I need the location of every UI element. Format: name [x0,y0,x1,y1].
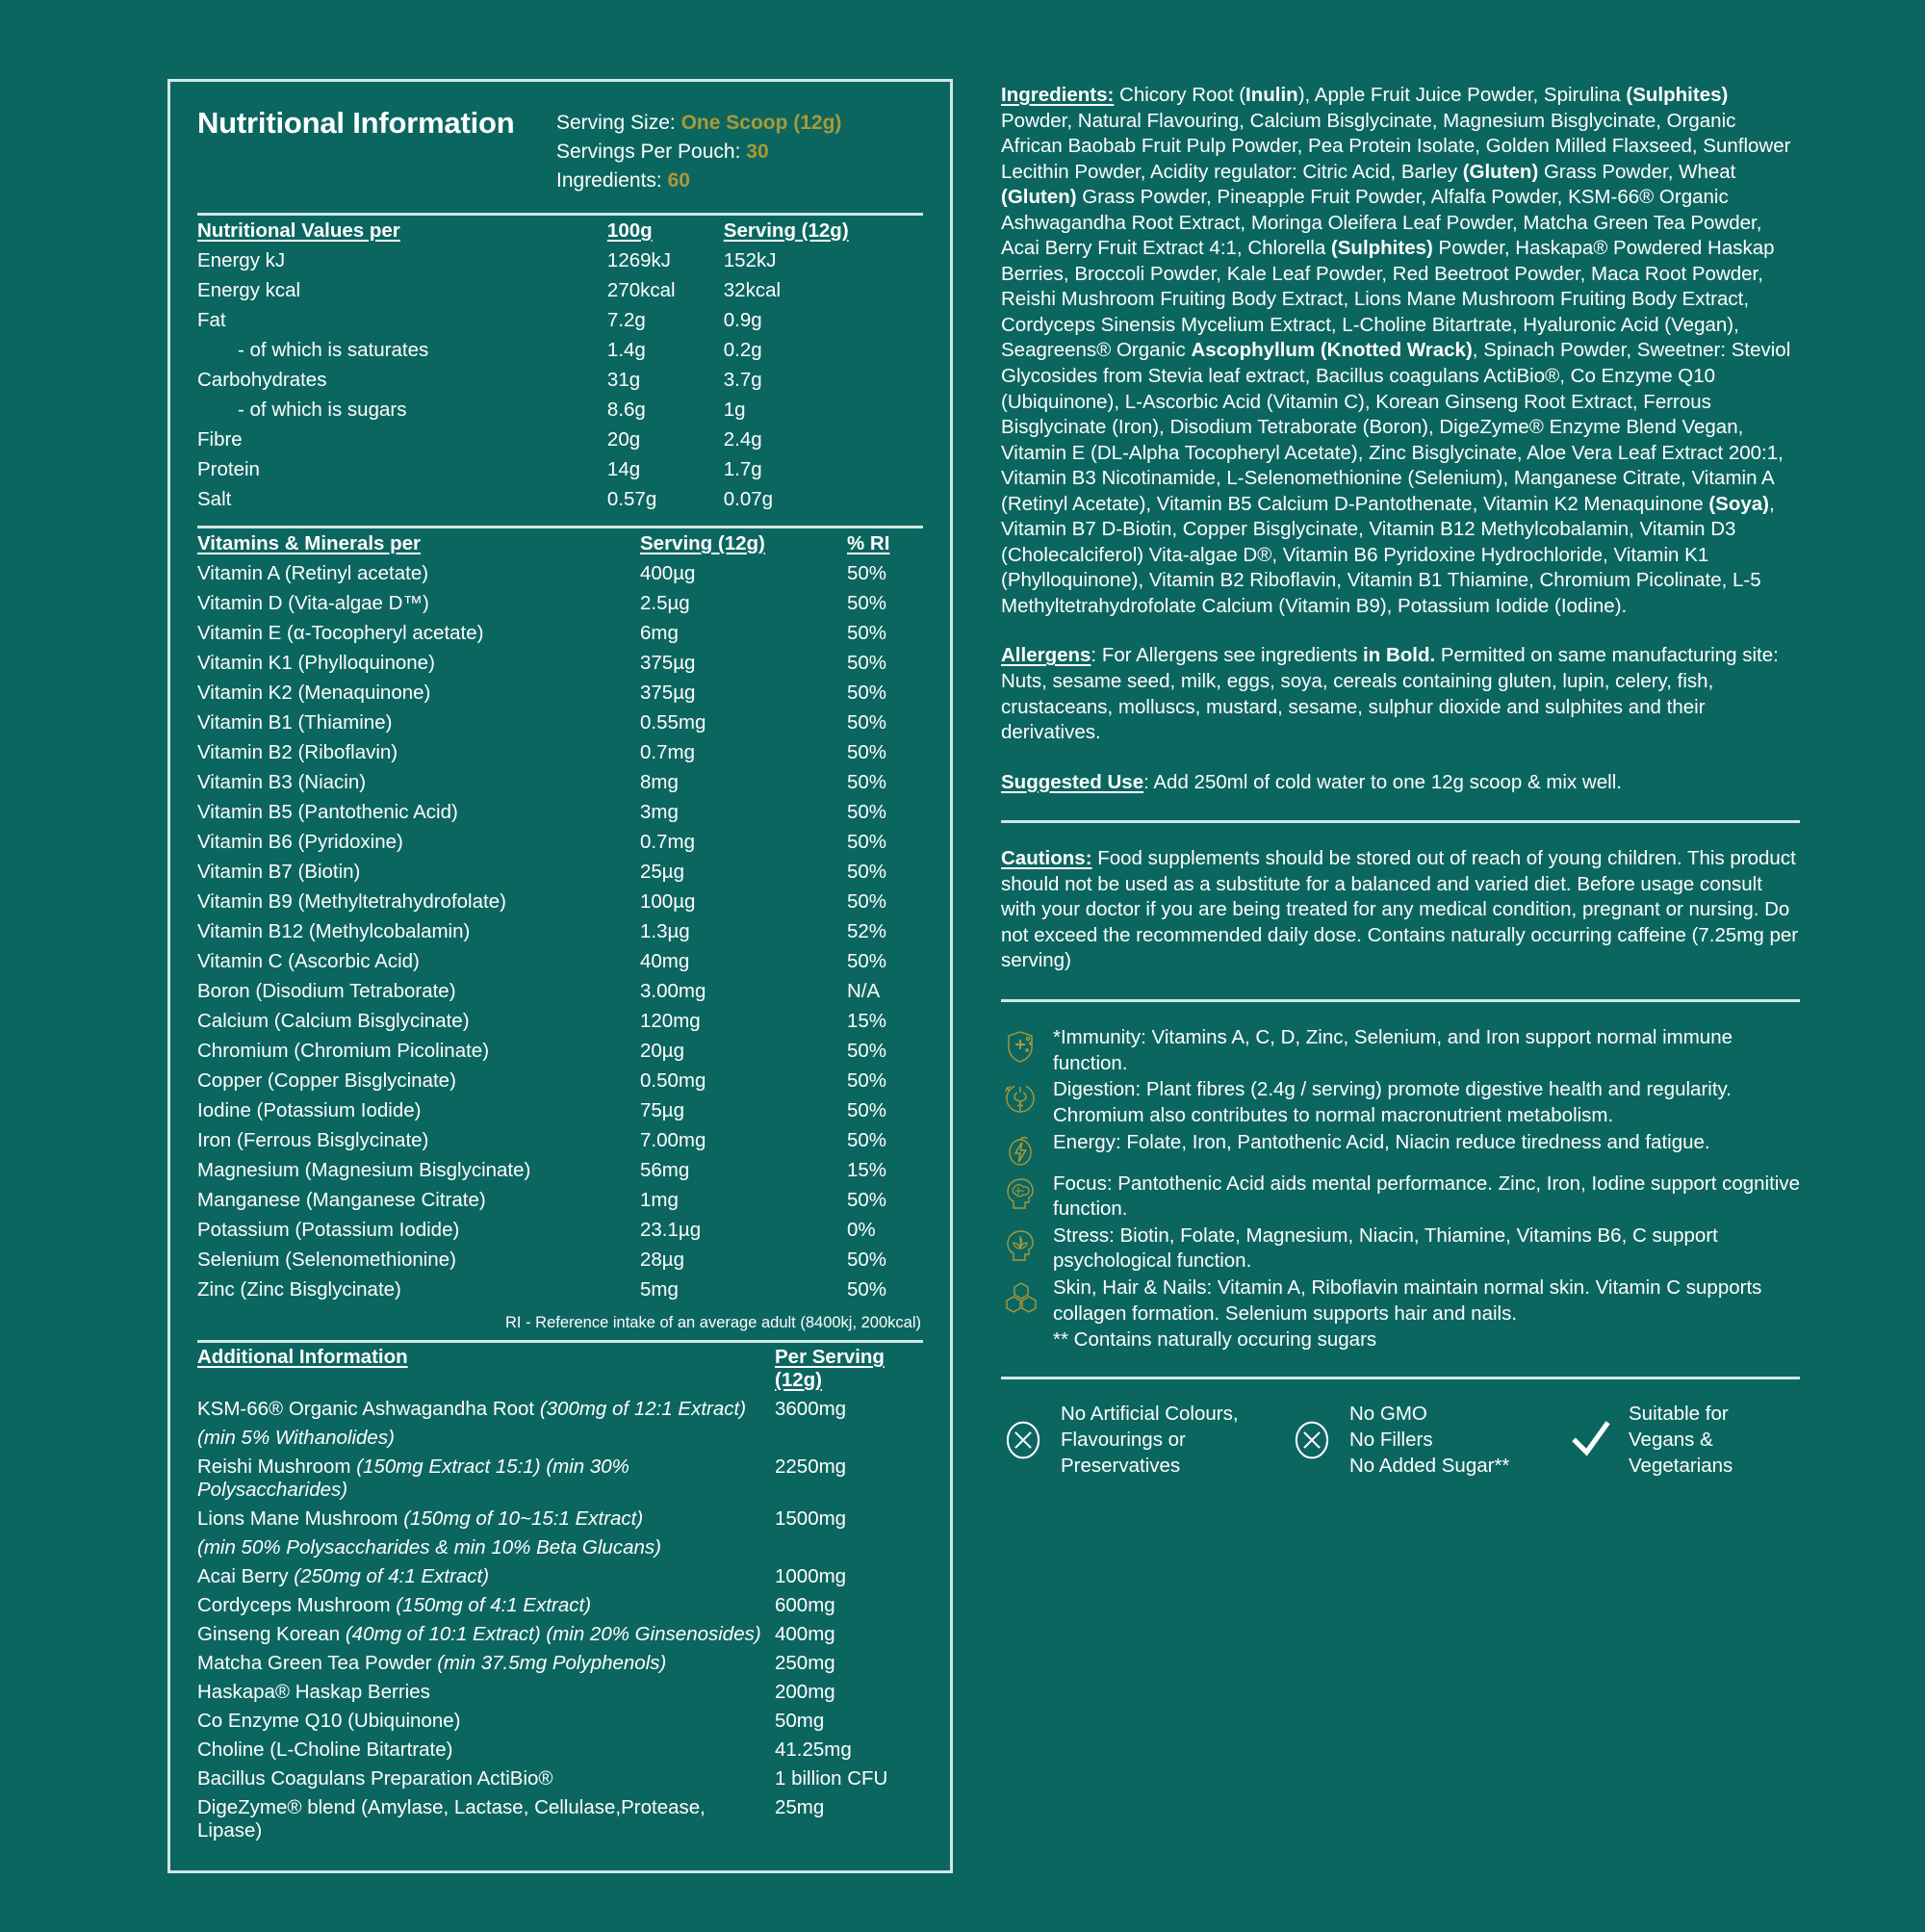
badge-line: Suitable for [1629,1403,1729,1425]
cell-amount: 375µg [640,682,696,705]
col-vm-serving: Serving (12g) [640,532,765,555]
cell-vitamin: Manganese (Manganese Citrate) [197,1189,486,1212]
cell-ri: 50% [847,950,887,973]
table-row [197,1424,923,1453]
cell-vitamin: Vitamin B2 (Riboflavin) [197,741,398,764]
badge-line: Flavourings or [1061,1429,1186,1452]
cell-vitamin: Vitamin B5 (Pantothenic Acid) [197,801,458,824]
badge-line: Vegetarians [1629,1455,1733,1478]
table-row [197,1155,923,1185]
table-row [197,558,923,588]
cell-serving: 0.2g [723,339,762,362]
cell-nutrient: Carbohydrates [197,369,327,392]
table-row [197,827,923,857]
badge-line: No Added Sugar** [1349,1455,1510,1478]
cell-vitamin: Zinc (Zinc Bisglycinate) [197,1278,401,1301]
ingredient-count-value: 60 [667,169,690,193]
cell-amount: 56mg [640,1159,690,1182]
shield-plus-icon [1001,1027,1040,1066]
cell-amount: 50mg [775,1710,825,1733]
cell-amount: 400µg [640,562,696,585]
cell-amount: 1 billion CFU [775,1767,888,1790]
cell-amount: 1mg [640,1189,679,1212]
nutritional-information-panel [167,79,953,1873]
allergens-block: Allergens: For Allergens see ingredients in Bold. Permitted on same manufacturing site: Nuts, sesame seed, milk, eggs, soya, cereals containing gluten, lupin, celery, fish, crustaceans, molluscs, mustard, sesame, sulphur dioxide and sulphites and their derivatives. [1001,644,1779,744]
cell-100g: 14g [606,458,641,481]
table-row [197,395,923,425]
benefit-row [1001,1224,1800,1275]
cell-ingredient: Haskapa® Haskap Berries [197,1681,430,1704]
cell-ri: 50% [847,741,887,764]
cell-ri: 50% [847,1099,887,1122]
benefit-text: *Immunity: Vitamins A, C, D, Zinc, Selenium, and Iron support normal immune function. [1053,1025,1733,1074]
table-row [197,976,923,1006]
left-column [0,0,962,1932]
cell-ri: 50% [847,1069,887,1093]
cell-ingredient: (min 5% Withanolides) [197,1427,395,1450]
cell-ri: 50% [847,890,887,914]
cell-vitamin: Calcium (Calcium Bisglycinate) [197,1010,470,1033]
table-row [197,648,923,678]
cell-100g: 1.4g [606,339,646,362]
allergens-label: Allergens [1001,644,1091,667]
cell-ingredient: Reishi Mushroom (150mg Extract 15:1) (min 30% Polysaccharides) [197,1455,629,1502]
cell-ingredient: Cordyceps Mushroom (150mg of 4:1 Extract) [197,1594,592,1617]
cell-amount [775,1424,923,1453]
table-row [197,1185,923,1215]
molecule-icon [1001,1277,1040,1316]
table-row [197,1125,923,1155]
page-title: Nutritional Information [197,106,515,140]
cell-serving: 1.7g [723,458,762,481]
cell-vitamin: Selenium (Selenomethionine) [197,1249,456,1272]
badge-text [1629,1401,1732,1479]
cell-ingredient: Acai Berry (250mg of 4:1 Extract) [197,1565,490,1588]
feature-badge [1001,1401,1290,1479]
table-header-row [197,216,923,245]
benefit-text: Stress: Biotin, Folate, Magnesium, Niacin, Thiamine, Vitamins B6, C support psychological function. [1053,1224,1718,1273]
cell-amount: 3600mg [775,1398,847,1421]
panel-header [197,105,923,195]
energy-bolt-icon [1001,1132,1040,1171]
cell-vitamin: Vitamin C (Ascorbic Acid) [197,950,420,973]
cell-100g: 31g [606,369,641,392]
cell-100g: 0.57g [606,488,657,511]
cell-serving: 0.07g [723,488,774,511]
cell-amount: 75µg [640,1099,685,1122]
cell-amount: 375µg [640,652,696,675]
cell-amount: 600mg [775,1594,835,1617]
calm-head-icon [1001,1225,1040,1264]
divider [1001,999,1800,1002]
suggested-use-block: Suggested Use: Add 250ml of cold water to one 12g scoop & mix well. [1001,770,1622,793]
table-row [197,1036,923,1066]
cell-vitamin: Vitamin B9 (Methyltetrahydrofolate) [197,890,506,914]
cell-ri: 50% [847,682,887,705]
cell-ri: 50% [847,1249,887,1272]
cell-amount: 200mg [775,1681,835,1704]
cell-amount: 2250mg [775,1455,847,1479]
cell-amount: 0.55mg [640,711,706,734]
cell-amount: 120mg [640,1010,701,1033]
cautions-label: Cautions: [1001,847,1092,870]
cell-serving: 152kJ [723,249,777,272]
cell-nutrient: Fibre [197,428,243,451]
feature-badge [1569,1401,1732,1479]
brain-head-icon [1001,1173,1040,1212]
benefit-row [1001,1025,1800,1076]
servings-per-pouch-label: Servings Per Pouch: [556,141,741,164]
cell-amount: 28µg [640,1249,685,1272]
cell-ingredient: Choline (L-Choline Bitartrate) [197,1739,453,1762]
sugars-footnote: ** Contains naturally occuring sugars [1053,1328,1377,1352]
table-row [197,275,923,305]
table-row [197,1095,923,1125]
cell-nutrient: Energy kcal [197,279,301,302]
table-header-row [197,1343,923,1395]
ingredient-count-row [556,167,841,195]
cell-ingredient: Ginseng Korean (40mg of 10:1 Extract) (min 20% Ginsenosides) [197,1623,761,1646]
cell-amount: 3mg [640,801,679,824]
badge-line: No GMO [1349,1403,1427,1425]
cell-serving: 32kcal [723,279,782,302]
serving-size-label: Serving Size: [556,112,676,134]
cell-ingredient: Lions Mane Mushroom (150mg of 10~15:1 Extract) [197,1507,644,1531]
col-ri: % RI [847,532,890,555]
serving-meta [556,105,841,195]
table-row [197,425,923,454]
vitamins-minerals-body [197,558,923,1304]
table-row [197,1707,923,1736]
cell-amount: 100µg [640,890,696,914]
cell-100g: 20g [606,428,641,451]
table-row [197,365,923,395]
table-row [197,335,923,365]
cell-amount: 25µg [640,861,685,884]
benefit-text: Digestion: Plant fibres (2.4g / serving) promote digestive health and regularity. Chromium also contributes to normal macronutrient metabolism. [1053,1078,1732,1126]
circle-x-icon [1290,1418,1334,1462]
table-row [197,678,923,708]
serving-size-value: One Scoop (12g) [680,112,842,134]
cell-ri: 50% [847,801,887,824]
badge-line: Vegans & [1629,1429,1713,1452]
cell-amount: 5mg [640,1278,679,1301]
cell-nutrient: Protein [197,458,260,481]
col-vitamin: Vitamins & Minerals per [197,532,422,555]
cell-ri: 50% [847,771,887,794]
table-row [197,484,923,514]
table-row [197,1453,923,1505]
cell-serving: 1g [723,399,746,422]
cell-ri: 50% [847,861,887,884]
cell-vitamin: Copper (Copper Bisglycinate) [197,1069,456,1093]
table-row [197,1245,923,1275]
table-row [197,1395,923,1424]
benefit-row [1001,1172,1800,1223]
badge-line: No Fillers [1349,1429,1433,1452]
nutritional-values-table [197,216,923,514]
table-row [197,737,923,767]
table-row [197,454,923,484]
cell-ri: 0% [847,1219,876,1242]
cell-nutrient: Fat [197,309,226,332]
col-serving: Serving (12g) [723,219,849,243]
cell-ingredient: KSM-66® Organic Ashwagandha Root (300mg of 12:1 Extract) [197,1398,747,1421]
servings-per-pouch-value: 30 [746,141,769,164]
divider [1001,820,1800,823]
table-row [197,1678,923,1707]
cell-amount: 23.1µg [640,1219,702,1242]
cell-ingredient: Matcha Green Tea Powder (min 37.5mg Polyphenols) [197,1652,667,1675]
cell-amount: 41.25mg [775,1739,852,1762]
cell-vitamin: Potassium (Potassium Iodide) [197,1219,460,1242]
cell-100g: 7.2g [606,309,646,332]
table-row [197,1765,923,1793]
cell-amount: 7.00mg [640,1129,706,1152]
benefits-list [1001,1025,1800,1327]
cell-amount: 6mg [640,622,679,645]
cell-serving: 2.4g [723,428,762,451]
cell-ingredient: DigeZyme® blend (Amylase, Lactase, Cellulase,Protease, Lipase) [197,1796,706,1842]
table-row [197,1006,923,1036]
cell-amount: 400mg [775,1623,835,1646]
cell-amount: 20µg [640,1040,685,1063]
cell-vitamin: Vitamin B12 (Methylcobalamin) [197,920,471,943]
cell-vitamin: Boron (Disodium Tetraborate) [197,980,456,1003]
table-row [197,1591,923,1620]
cell-ri: 15% [847,1159,887,1182]
table-row [197,1562,923,1591]
col-additional: Additional Information [197,1346,408,1369]
cell-ri: 50% [847,1040,887,1063]
cell-ri: 50% [847,1129,887,1152]
table-row [197,1736,923,1765]
table-row [197,245,923,275]
cell-vitamin: Vitamin E (α-Tocopheryl acetate) [197,622,484,645]
cell-vitamin: Vitamin B1 (Thiamine) [197,711,393,734]
cell-ri: 50% [847,831,887,854]
table-row [197,1215,923,1245]
badge-text [1349,1401,1509,1479]
cell-vitamin: Vitamin B6 (Pyridoxine) [197,831,403,854]
divider [1001,1377,1800,1379]
ingredient-count-label: Ingredients: [556,169,662,193]
cell-amount: 2.5µg [640,592,690,615]
table-row [197,1620,923,1649]
benefit-row [1001,1130,1800,1171]
table-row [197,1649,923,1678]
additional-information-table [197,1343,923,1845]
cell-amount [775,1533,923,1562]
cell-ri: N/A [847,980,881,1003]
table-row [197,916,923,946]
cell-serving: 3.7g [723,369,762,392]
benefit-text: Skin, Hair & Nails: Vitamin A, Riboflavin maintain normal skin. Vitamin C supports collagen formation. Selenium supports hair and nails. [1053,1276,1762,1325]
table-header-row [197,528,923,558]
table-row [197,1793,923,1845]
cell-vitamin: Vitamin B3 (Niacin) [197,771,367,794]
table-row [197,618,923,648]
cell-ri: 52% [847,920,887,943]
cell-ri: 50% [847,711,887,734]
cell-ri: 50% [847,622,887,645]
cell-100g: 270kcal [606,279,676,302]
benefit-row [1001,1275,1800,1327]
table-row [197,305,923,335]
badge-line: No Artificial Colours, [1061,1403,1239,1425]
digestion-icon [1001,1079,1040,1118]
table-row [197,797,923,827]
benefit-text: Focus: Pantothenic Acid aids mental performance. Zinc, Iron, Iodine support cognitive function. [1053,1172,1800,1221]
benefit-row [1001,1077,1800,1128]
badge-line: Preservatives [1061,1455,1181,1478]
cell-amount: 25mg [775,1796,825,1819]
table-row [197,946,923,976]
cell-vitamin: Chromium (Chromium Picolinate) [197,1040,490,1063]
table-row [197,588,923,618]
cell-amount: 40mg [640,950,690,973]
cell-vitamin: Vitamin K2 (Menaquinone) [197,682,431,705]
cell-ri: 50% [847,592,887,615]
ingredients-label: Ingredients: [1001,84,1115,106]
cell-ingredient: Bacillus Coagulans Preparation ActiBio® [197,1767,553,1790]
cell-amount: 0.7mg [640,831,695,854]
badge-text [1061,1401,1239,1479]
cell-vitamin: Iron (Ferrous Bisglycinate) [197,1129,429,1152]
badges-row [1001,1401,1800,1479]
circle-x-icon [1001,1418,1045,1462]
cell-ri: 50% [847,652,887,675]
cell-amount: 8mg [640,771,679,794]
table-row [197,887,923,916]
cell-amount: 1500mg [775,1507,847,1531]
cell-amount: 250mg [775,1652,835,1675]
cell-ri: 50% [847,1189,887,1212]
table-row [197,767,923,797]
cell-nutrient: Energy kJ [197,249,286,272]
serving-size-row [556,109,841,138]
cell-100g: 8.6g [606,399,646,422]
table-row [197,1275,923,1304]
cell-vitamin: Magnesium (Magnesium Bisglycinate) [197,1159,531,1182]
nutritional-values-body [197,245,923,514]
cell-nutrient: Salt [197,488,232,511]
col-per-serving: Per Serving (12g) [775,1346,885,1392]
table-row [197,708,923,737]
cell-ri: 15% [847,1010,887,1033]
ri-footnote: RI - Reference intake of an average adult (8400kj, 200kcal) [505,1314,921,1332]
cell-amount: 1000mg [775,1565,847,1588]
cell-nutrient: - of which is sugars [238,399,407,422]
vitamins-minerals-table [197,528,923,1304]
cell-vitamin: Vitamin K1 (Phylloquinone) [197,652,435,675]
table-row [197,1505,923,1533]
col-nutrient: Nutritional Values per [197,219,400,243]
cell-100g: 1269kJ [606,249,672,272]
suggested-use-label: Suggested Use [1001,770,1144,793]
cell-vitamin: Iodine (Potassium Iodide) [197,1099,422,1122]
servings-per-pouch-row [556,138,841,167]
cell-vitamin: Vitamin B7 (Biotin) [197,861,361,884]
cell-amount: 0.7mg [640,741,695,764]
cell-amount: 0.50mg [640,1069,706,1093]
cautions-block: Cautions: Food supplements should be stored out of reach of young children. This product should not be used as a substitute for a balanced and varied diet. Before usage consult with your doctor if you are being treated for any medical condition, pregnant or nursing. Do not exceed the recommended daily dose. Contains naturally occurring caffeine (7.25mg per serving) [1001,847,1799,972]
cell-ingredient: Co Enzyme Q10 (Ubiquinone) [197,1710,461,1733]
check-icon [1569,1418,1613,1462]
cell-vitamin: Vitamin A (Retinyl acetate) [197,562,429,585]
cell-nutrient: - of which is saturates [238,339,429,362]
cell-ingredient: (min 50% Polysaccharides & min 10% Beta Glucans) [197,1536,661,1559]
col-100g: 100g [606,219,653,243]
table-row [197,1066,923,1095]
cell-ri: 50% [847,562,887,585]
feature-badge [1290,1401,1569,1479]
cell-serving: 0.9g [723,309,762,332]
right-column [962,0,1925,1932]
cell-amount: 1.3µg [640,920,690,943]
cell-vitamin: Vitamin D (Vita-algae D™) [197,592,429,615]
benefit-text: Energy: Folate, Iron, Pantothenic Acid, Niacin reduce tiredness and fatigue. [1053,1130,1710,1153]
table-row [197,1533,923,1562]
additional-information-body [197,1395,923,1845]
cell-ri: 50% [847,1278,887,1301]
ingredients-block: Ingredients: Chicory Root (Inulin), Apple Fruit Juice Powder, Spirulina (Sulphites) Powder, Natural Flavouring, Calcium Bisglycinate, Magnesium Bisglycinate, Organic African Baobab Fruit Pulp Powder, Pea Protein Isolate, Golden Milled Flaxseed, Sunflower Lecithin Powder, Acidity regulator: Citric Acid, Barley (Gluten) Grass Powder, Wheat (Gluten) Grass Powder, Pineapple Fruit Powder, Alfalfa Powder, KSM-66® Organic Ashwagandha Root Extract, Moringa Oleifera Leaf Powder, Matcha Green Tea Powder, Acai Berry Fruit Extract 4:1, Chlorella (Sulphites) Powder, Haskapa® Powdered Haskap Berries, Broccoli Powder, Kale Leaf Powder, Red Beetroot Powder, Maca Root Powder, Reishi Mushroom Fruiting Body Extract, Lions Mane Mushroom Fruiting Body Extract, Cordyceps Sinensis Mycelium Extract, L-Choline Bitartrate, Hyaluronic Acid (Vegan), Seagreens® Organic Ascophyllum (Knotted Wrack), Spinach Powder, Sweetner: Steviol Glycosides from Stevia leaf extract, Bacillus coagulans ActiBio®, Co Enzyme Q10 (Ubiquinone), L-Ascorbic Acid (Vitamin C), Korean Ginseng Root Extract, Ferrous Bisglycinate (Iron), Disodium Tetraborate (Boron), DigeZyme® Enzyme Blend Vegan, Vitamin E (DL-Alpha Tocopheryl Acetate), Zinc Bisglycinate, Aloe Vera Leaf Extract 200:1, Vitamin B3 Nicotinamide, L-Selenomethionine (Selenium), Manganese Citrate, Vitamin A (Retinyl Acetate), Vitamin B5 Calcium D-Pantothenate, Vitamin K2 Menaquinone (Soya), Vitamin B7 D-Biotin, Copper Bisglycinate, Vitamin B12 Methylcobalamin, Vitamin D3 (Cholecalciferol) Vita-algae D®, Vitamin B6 Pyridoxine Hydrochloride, Vitamin K1 (Phylloquinone), Vitamin B2 Riboflavin, Vitamin B1 Thiamine, Chromium Picolinate, L-5 Methyltetrahydrofolate Calcium (Vitamin B9), Potassium Iodide (Iodine). [1001,84,1791,617]
table-row [197,857,923,887]
cell-amount: 3.00mg [640,980,706,1003]
